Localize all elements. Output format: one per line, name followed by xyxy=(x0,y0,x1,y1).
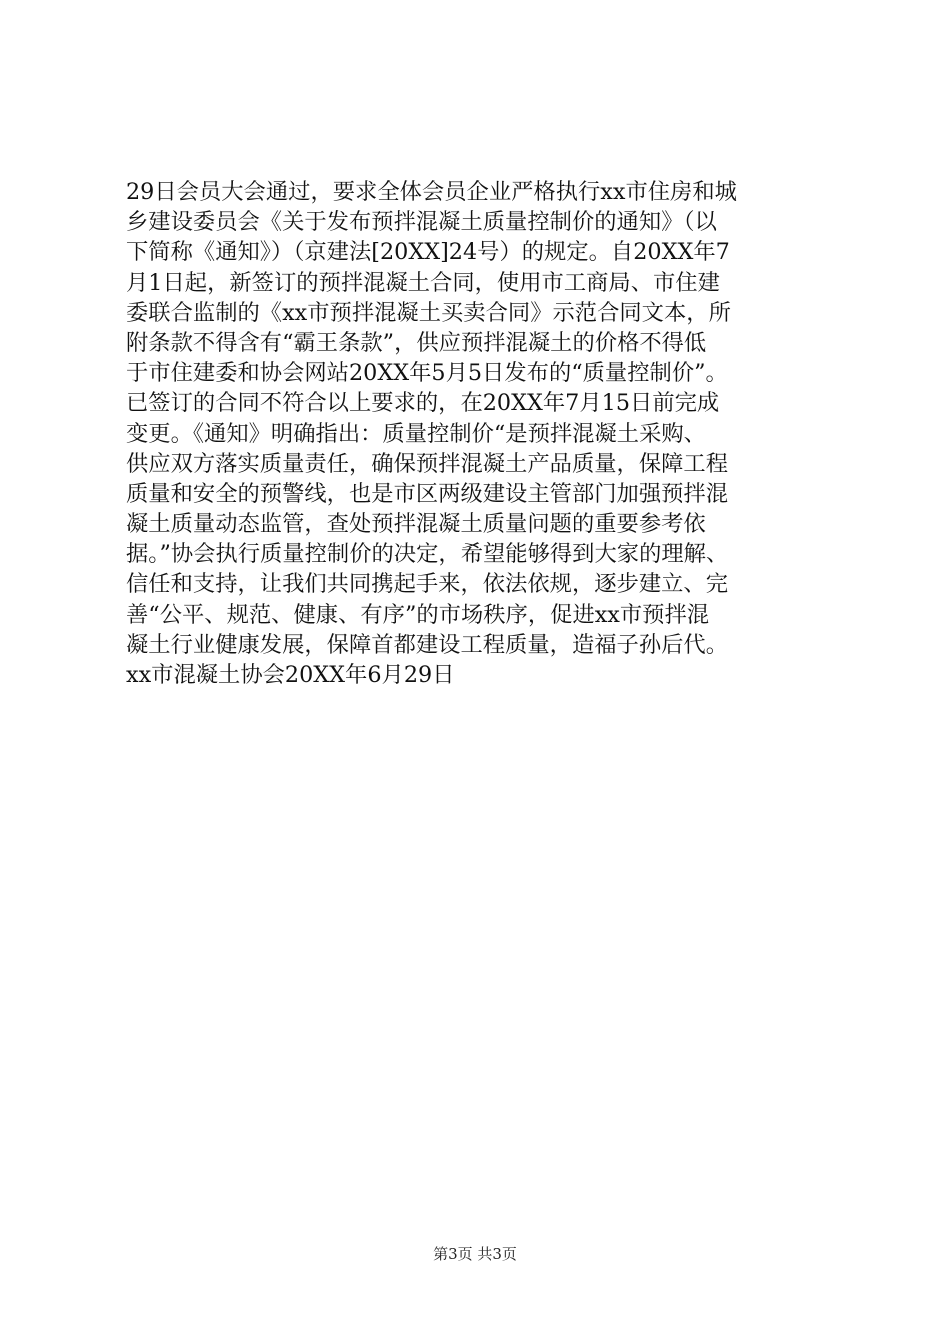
body-line: 29日会员大会通过，要求全体会员企业严格执行xx市住房和城 xyxy=(126,179,737,205)
body-line: 据。”协会执行质量控制价的决定，希望能够得到大家的理解、 xyxy=(126,541,729,568)
body-line: 于市住建委和协会网站20XX年5月5日发布的“质量控制价”。 xyxy=(126,360,728,387)
body-line: 凝土质量动态监管，查处预拌混凝土质量问题的重要参考依 xyxy=(126,511,706,538)
body-line: 善“公平、规范、健康、有序”的市场秩序，促进xx市预拌混 xyxy=(126,601,710,628)
body-line: 乡建设委员会《关于发布预拌混凝土质量控制价的通知》（以 xyxy=(126,209,717,236)
body-line: 供应双方落实质量责任，确保预拌混凝土产品质量，保障工程 xyxy=(126,450,729,477)
body-line: 已签订的合同不符合以上要求的，在20XX年7月15日前完成 xyxy=(126,390,720,417)
body-line: 凝土行业健康发展，保障首都建设工程质量，造福子孙后代。 xyxy=(126,631,729,658)
page-number-footer: 第3页 共3页 xyxy=(433,1245,517,1263)
body-line: 质量和安全的预警线，也是市区两级建设主管部门加强预拌混 xyxy=(126,480,729,507)
body-line: 委联合监制的《xx市预拌混凝土买卖合同》示范合同文本，所 xyxy=(126,299,731,326)
signature-line: xx市混凝土协会20XX年6月29日 xyxy=(126,662,455,688)
body-line: 下简称《通知》）（京建法[20XX]24号）的规定。自20XX年7 xyxy=(126,239,730,266)
document-body xyxy=(126,177,866,690)
body-line: 变更。《通知》明确指出：质量控制价“是预拌混凝土采购、 xyxy=(126,420,706,447)
body-line: 信任和支持，让我们共同携起手来，依法依规，逐步建立、完 xyxy=(126,571,729,598)
body-line: 月1日起，新签订的预拌混凝土合同，使用市工商局、市住建 xyxy=(126,269,720,296)
body-line: 附条款不得含有“霸王条款”，供应预拌混凝土的价格不得低 xyxy=(126,329,707,356)
